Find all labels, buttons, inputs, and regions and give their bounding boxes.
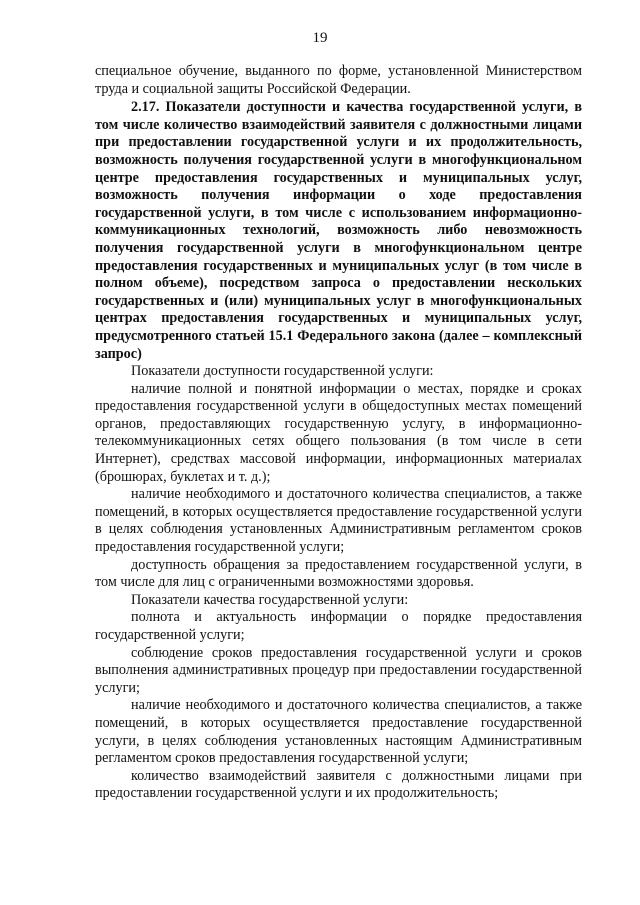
section-heading-2-17: 2.17. Показатели доступности и качества государственной услуги, в том числе количество взаимодействий заявителя с должностными лицами при предоставлении государственной услуги и их продолжительность, возможность получения государственной услуги в многофункциональном центре предоставления государственных и муниципальных услуг, возможность получения информации о ходе предоставления государственной услуги, в том числе с использованием информационно-коммуникационных технологий, возможность либо невозможность получения государственной услуги в многофункциональном центре предоставления государственных и муниципальных услуг (в том числе в полном объеме), посредством запроса о предоставлении нескольких государственных и (или) муниципальных услуг в многофункциональных центрах предоставления государственных и муниципальных услуг, предусмотренного статьей 15.1 Федерального закона (далее – комплексный запрос) (95, 99, 582, 362)
paragraph-quality-title: Показатели качества государственной услуги: (131, 591, 409, 608)
page-number: 19 (312, 30, 328, 46)
paragraph-quality-staff: наличие необходимого и достаточного количества специалистов, а также помещений, в которых осуществляется предоставление государственной услуги, в целях соблюдения установленных настоящим Административным регламентом сроков предоставления государственной услуги; (95, 697, 582, 767)
paragraph-availability-staff: наличие необходимого и достаточного количества специалистов, а также помещений, в которых осуществляется предоставление государственной услуги в целях соблюдения установленных Административным регламентом сроков предоставления государственной услуги; (95, 486, 582, 556)
paragraph-availability-title: Показатели доступности государственной услуги: (131, 363, 434, 380)
paragraph-continuation: специальное обучение, выданного по форме, установленной Министерством труда и социальной защиты Российской Федерации. (95, 63, 582, 97)
paragraph-quality-deadlines: соблюдение сроков предоставления государственной услуги и сроков выполнения административных процедур при предоставлении государственной услуги; (95, 644, 582, 696)
paragraph-availability-access: доступность обращения за предоставлением государственной услуги, в том числе для лиц с ограниченными возможностями здоровья. (95, 556, 582, 591)
paragraph-quality-info: полнота и актуальность информации о порядке предоставления государственной услуги; (95, 609, 582, 643)
paragraph-availability-info: наличие полной и понятной информации о местах, порядке и сроках предоставления государственной услуги в общедоступных местах помещений органов, предоставляющих государственную услугу, в информационно-телекоммуникационных сетях общего пользования (в том числе в сети Интернет), средствах массовой информации, информационных материалах (брошюрах, буклетах и т. д.); (95, 380, 582, 485)
paragraph-quality-interactions: количество взаимодействий заявителя с должностными лицами при предоставлении государственной услуги и их продолжительность; (95, 767, 582, 802)
document-body (95, 63, 582, 803)
